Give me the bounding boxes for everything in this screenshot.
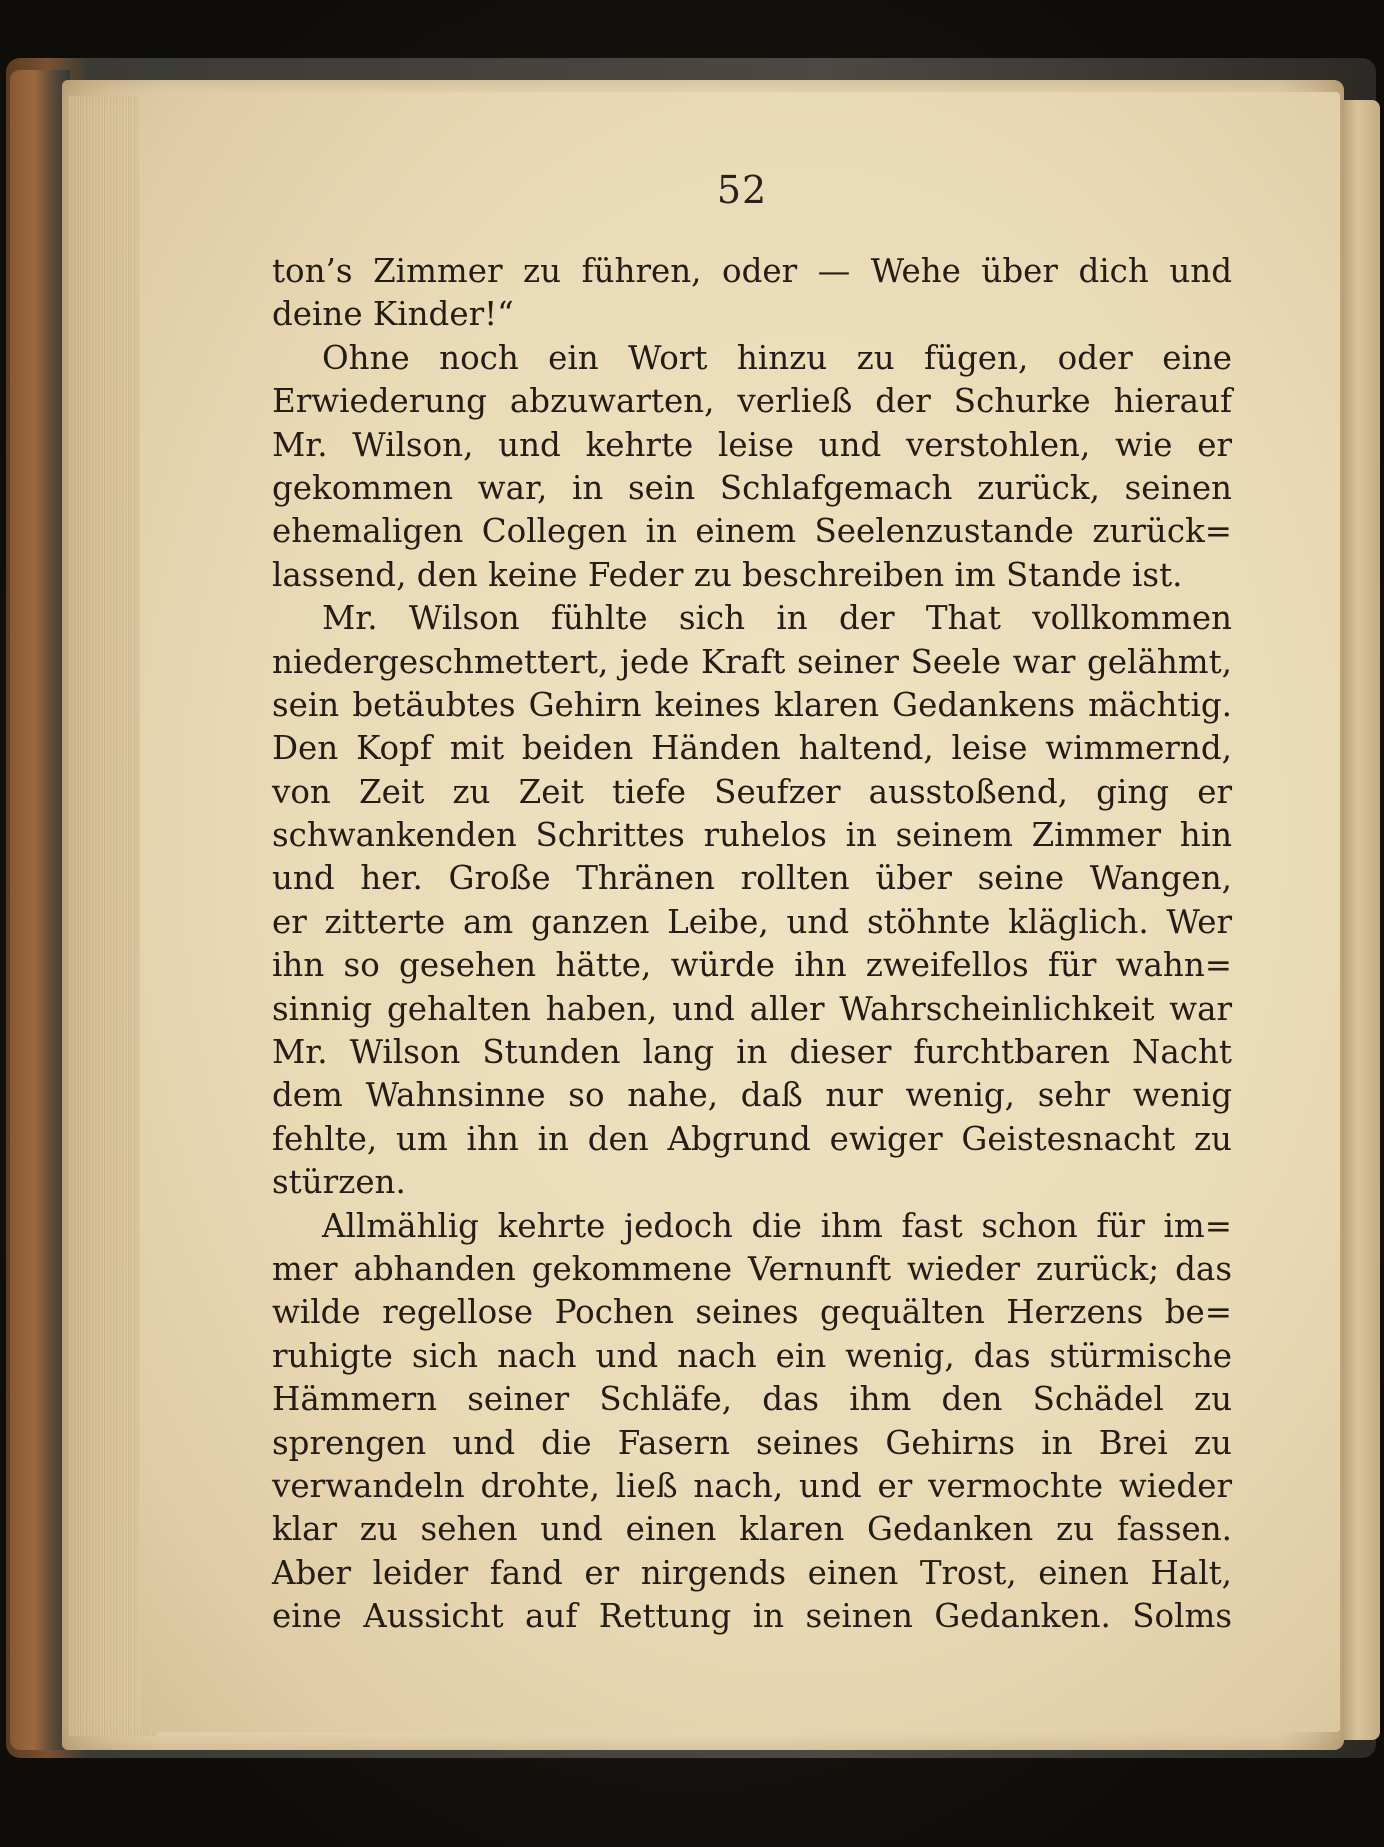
book-spine	[10, 70, 70, 1750]
text-line: ton’s Zimmer zu führen, oder — Wehe über dich und	[272, 252, 1232, 290]
text-line: Aber leider fand er nirgends einen Trost, einen Halt,	[272, 1553, 1232, 1592]
text-line: sinnig gehalten haben, und aller Wahrscheinlichkeit war	[272, 989, 1232, 1028]
text-line: eine Aussicht auf Rettung in seinen Gedanken. Solms	[272, 1597, 1232, 1636]
text-line: sprengen und die Fasern seines Gehirns in Brei zu	[272, 1423, 1232, 1462]
text-line: wilde regellose Pochen seines gequälten Herzens be=	[272, 1293, 1232, 1332]
text-line: niedergeschmettert, jede Kraft seiner Seele war gelähmt,	[272, 642, 1232, 681]
text-line: Erwiederung abzuwarten, verließ der Schurke hierauf	[272, 382, 1232, 421]
page-text	[272, 250, 1232, 1639]
text-line: und her. Große Thränen rollten über seine Wangen,	[272, 859, 1232, 898]
text-line: Mr. Wilson Stunden lang in dieser furchtbaren Nacht	[272, 1033, 1232, 1072]
text-line: von Zeit zu Zeit tiefe Seufzer ausstoßend, ging er	[272, 772, 1232, 811]
text-line: klar zu sehen und einen klaren Gedanken zu fassen.	[272, 1510, 1232, 1549]
text-line: dem Wahnsinne so nahe, daß nur wenig, sehr wenig	[272, 1076, 1232, 1115]
page-number: 52	[716, 168, 768, 212]
text-line: Mr. Wilson, und kehrte leise und verstohlen, wie er	[272, 425, 1232, 464]
text-line: mer abhanden gekommene Vernunft wieder zurück; das	[272, 1249, 1232, 1288]
text-line: lassend, den keine Feder zu beschreiben im Stande ist.	[272, 555, 1183, 594]
text-line: Allmählig kehrte jedoch die ihm fast schon für im=	[322, 1206, 1232, 1245]
text-line: er zitterte am ganzen Leibe, und stöhnte kläglich. Wer	[272, 902, 1232, 941]
text-line: deine Kinder!“	[272, 295, 514, 334]
text-line: ruhigte sich nach und nach ein wenig, das stürmische	[272, 1336, 1232, 1375]
text-line: Den Kopf mit beiden Händen haltend, leise wimmernd,	[272, 729, 1232, 768]
text-line: fehlte, um ihn in den Abgrund ewiger Geistesnacht zu	[272, 1119, 1232, 1158]
text-line: sein betäubtes Gehirn keines klaren Gedankens mächtig.	[272, 685, 1232, 724]
text-line: Hämmern seiner Schläfe, das ihm den Schädel zu	[272, 1380, 1232, 1419]
text-line: gekommen war, in sein Schlafgemach zurück, seinen	[272, 468, 1232, 507]
next-page-edge	[1342, 100, 1380, 1740]
text-line: verwandeln drohte, ließ nach, und er vermochte wieder	[272, 1466, 1232, 1505]
text-line: Ohne noch ein Wort hinzu zu fügen, oder eine	[322, 338, 1232, 377]
text-line: schwankenden Schrittes ruhelos in seinem Zimmer hin	[272, 816, 1232, 855]
text-line: ihn so gesehen hätte, würde ihn zweifellos für wahn=	[272, 946, 1232, 985]
text-line: Mr. Wilson fühlte sich in der That vollkommen	[322, 599, 1232, 638]
text-line: stürzen.	[272, 1163, 406, 1202]
text-line: ehemaligen Collegen in einem Seelenzustande zurück=	[272, 512, 1232, 551]
